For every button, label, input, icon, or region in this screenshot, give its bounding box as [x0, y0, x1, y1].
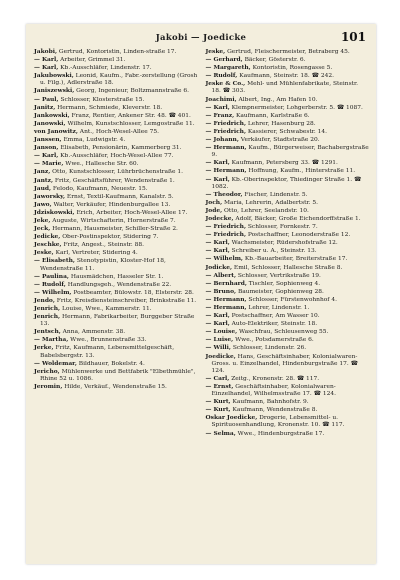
entry-details: Kb.-Ausschläfer, Hoch-Wesel-Allee 77.	[58, 153, 174, 160]
directory-entry	[206, 312, 370, 320]
entry-details: Wilhelm, Kunstschlosser, Lemgostraße 11.	[65, 120, 195, 127]
entry-name: Jeke,	[34, 216, 51, 224]
entry-name: — Kurt,	[205, 398, 231, 406]
entry-name: Jodicke,	[205, 263, 233, 271]
directory-entry	[34, 289, 198, 297]
entry-name: Joch,	[205, 198, 223, 206]
directory-entry	[206, 112, 370, 120]
directory-entry	[34, 273, 198, 281]
directory-entry	[34, 225, 198, 233]
entry-name: Jedicke,	[34, 233, 61, 241]
directory-entry	[206, 199, 370, 207]
entry-details: Zeitg., Kronenstr. 28. ☎ 117.	[229, 375, 320, 382]
directory-entry	[206, 336, 370, 344]
directory-entry	[34, 360, 198, 368]
directory-entry	[34, 217, 198, 225]
directory-column-left	[34, 48, 198, 558]
entry-details: Kaufmann, Steinstr. 18. ☎ 242.	[237, 73, 334, 80]
directory-entry	[206, 104, 370, 112]
entry-name: — Carl,	[205, 374, 230, 382]
entry-details: Hans, Geschäftsinhaber, Kolonialwaren-Gross. u. Einzelhandel, Hindenburgstraße 17. ☎ 124.	[211, 353, 358, 374]
page-number: 101	[340, 30, 366, 44]
directory-entry	[206, 159, 370, 167]
entry-details: Bäcker, Gösterstr. 6.	[242, 57, 306, 64]
entry-name: — Rudolf,	[205, 72, 238, 80]
entry-details: Hilde, Verkäuf., Wendenstraße 15.	[62, 383, 167, 390]
entry-details: Elisabeth, Pensionärin, Kammerberg 31.	[58, 145, 182, 152]
entry-name: Jenrich,	[34, 313, 61, 321]
directory-entry	[34, 185, 198, 193]
entry-details: Kaufm., Bürgerweiser, Bachabergstraße 9.	[211, 145, 369, 159]
directory-entry	[34, 201, 198, 209]
entry-details: Gertrud, Kontoristin, Linden-straße 17.	[57, 49, 177, 55]
entry-details: Postschaffner, Leonoderstraße 12.	[246, 232, 351, 239]
entry-name: — Johann,	[205, 136, 239, 144]
directory-entry	[206, 223, 370, 231]
entry-details: Geschäftsinhaber, Kolonialwaren-Einzelhandel, Wilhelmsstraße 17. ☎ 124.	[211, 383, 337, 398]
entry-name: Jantz,	[34, 176, 54, 184]
directory-entry	[34, 72, 198, 87]
directory-entry	[34, 64, 198, 72]
directory-entry	[206, 344, 370, 352]
entry-details: Anna, Ammenstr. 38.	[60, 329, 126, 336]
entry-details: Otto, Kunstschlosser, Lührbrüchenstraße 1.	[50, 169, 183, 176]
directory-entry	[34, 383, 198, 391]
entry-details: Fritz, Angest., Steinstr. 88.	[61, 242, 145, 249]
directory-entry	[34, 168, 198, 176]
directory-entry	[34, 281, 198, 289]
entry-details: Stenotypistin, Kloster-Hof 18, Wendenstraße 11.	[40, 258, 166, 272]
entry-name: Jawo,	[34, 200, 52, 208]
entry-details: Kaufmann, Bahnhofstr. 9.	[230, 399, 309, 406]
entry-name: Jodecke,	[205, 214, 234, 222]
directory-entry	[34, 344, 198, 359]
entry-name: Joachimi,	[205, 95, 237, 103]
entry-details: Postbeamter, Bülowstr. 18, Elsterstr. 28.	[71, 289, 194, 296]
entry-name: — Karl,	[34, 56, 59, 64]
directory-entry	[34, 48, 198, 56]
entry-name: Jeschke,	[34, 241, 62, 249]
directory-entry	[206, 64, 370, 72]
directory-entry	[206, 353, 370, 375]
entry-details: Kontoristin, Rosengasse 5.	[250, 65, 333, 72]
entry-name: — Hermann,	[205, 144, 247, 152]
directory-entry	[206, 320, 370, 328]
entry-details: Wwe., Hallesche Str. 60.	[63, 161, 139, 168]
entry-details: Tischler, Sophienweg 4.	[246, 280, 321, 287]
entry-name: — Franz,	[205, 111, 235, 119]
directory-entry	[34, 152, 198, 160]
entry-details: Waschfrau, Schleusenweg 55.	[237, 329, 329, 336]
entry-details: Walter, Verkäufer, Hindenburgallee 13.	[51, 201, 171, 208]
entry-name: Jenrich,	[34, 305, 61, 312]
entry-details: Mehl- und Mühlenfabrikate, Steinstr. 18. ☎ 303.	[211, 81, 359, 95]
entry-details: Fritz, Kreisdiensteinschreiber, Brinkstraße 11.	[54, 297, 197, 304]
entry-details: Schlosser, Klosterstraße 15.	[58, 96, 145, 103]
entry-name: — Karl,	[205, 247, 230, 255]
running-title: Jakobi — Joedicke	[155, 33, 247, 43]
entry-details: Schreiber u. A., Steinstr. 13.	[229, 248, 317, 255]
entry-details: Wwe., Brunnenstraße 33.	[68, 337, 147, 344]
entry-details: Hoffnung, Kaufm., Hinterstraße 11.	[246, 168, 356, 175]
entry-name: Jericho,	[34, 367, 60, 375]
entry-name: — Karl,	[34, 64, 59, 72]
directory-entry	[206, 167, 370, 175]
entry-details: Wwe., Potsdamerstraße 6.	[233, 337, 314, 344]
directory-entry	[206, 247, 370, 255]
directory-entry	[34, 87, 198, 95]
entry-name: — Martha,	[34, 336, 69, 344]
directory-entry	[206, 72, 370, 80]
entry-name: Jentsch,	[34, 328, 61, 336]
entry-name: — Luise,	[205, 336, 234, 344]
directory-entry	[34, 328, 198, 336]
entry-name: — Rudolf,	[34, 280, 66, 288]
directory-entry	[34, 233, 198, 241]
directory-entry	[34, 96, 198, 104]
entry-name: — Paulina,	[34, 272, 69, 280]
entry-name: — Wilhelm,	[34, 288, 72, 296]
entry-name: — Theodor,	[205, 190, 243, 198]
directory-entry	[206, 144, 370, 159]
entry-name: — Karl,	[205, 175, 230, 183]
entry-name: — Wilhelm,	[205, 255, 243, 263]
entry-name: — Elisabeth,	[34, 257, 75, 265]
entry-details: Maria, Lehrerin, Adalbertstr. 5.	[222, 199, 319, 206]
entry-details: Leonid, Kaufm., Fabr.-zerstellung (Grosh u. Filg.), Adlerstraße 18.	[40, 73, 198, 87]
entry-details: Hermann, Schmiede, Kleverstr. 18.	[55, 104, 163, 111]
entry-name: — Karl,	[205, 103, 230, 111]
directory-page	[26, 24, 376, 564]
entry-details: Kaufmann, Petersberg 33. ☎ 1291.	[229, 160, 338, 167]
entry-details: Handlungsgeh., Wendenstraße 22.	[65, 281, 172, 288]
directory-entry	[206, 56, 370, 64]
directory-entry	[206, 191, 370, 199]
entry-details: Kassierer, Schwabestr. 14.	[246, 128, 328, 135]
directory-entry	[206, 296, 370, 304]
entry-details: Fritz, Geschäftsführer, Wendenstraße 1.	[53, 177, 175, 184]
entry-name: — Karl,	[205, 159, 230, 167]
entry-details: Verkäufer, Stadtstraße 20.	[238, 137, 320, 144]
entry-name: — Louise,	[205, 328, 238, 336]
entry-name: Jakobi,	[34, 48, 58, 55]
entry-name: — Karl,	[205, 239, 230, 247]
entry-name: Jakubowski,	[34, 72, 74, 80]
directory-entry	[34, 368, 198, 383]
directory-column-right	[206, 48, 370, 558]
page-header	[26, 30, 376, 48]
directory-entry	[34, 193, 198, 201]
entry-details: Klempnermeister, Lohgerberstr. 5. ☎ 1087.	[229, 104, 363, 111]
entry-name: — Willi,	[205, 344, 231, 352]
directory-entry	[34, 112, 198, 120]
directory-entry	[206, 96, 370, 104]
directory-entry	[206, 215, 370, 223]
entry-details: Hermann, Hausmeister, Schiller-Straße 2.	[50, 226, 178, 233]
directory-entry	[206, 430, 370, 438]
entry-name: Jeromin,	[34, 382, 63, 390]
entry-name: — Margareth,	[205, 64, 251, 72]
directory-entry	[34, 297, 198, 305]
directory-entry	[206, 272, 370, 280]
directory-entry	[206, 328, 370, 336]
entry-name: Jaworsky,	[34, 192, 66, 200]
entry-name: — Friedrich,	[205, 223, 246, 231]
directory-entry	[34, 160, 198, 168]
directory-entry	[34, 209, 198, 217]
directory-entry	[34, 128, 198, 136]
entry-details: Otto, Lehrer, Seelandstr. 10.	[222, 207, 309, 214]
directory-entry	[206, 136, 370, 144]
entry-name: Janson,	[34, 144, 59, 152]
entry-details: Schlosser, Fürstenwohnhof 4.	[246, 296, 337, 303]
entry-details: Kb.-Ausschläfer, Lindenstr. 17.	[58, 65, 152, 72]
directory-entry	[206, 414, 370, 429]
directory-entry	[206, 264, 370, 272]
entry-name: von Janowitz,	[34, 127, 78, 135]
entry-details: Auguste, Wirtschafterin, Hornerstraße 7.	[50, 217, 176, 224]
directory-entry	[34, 241, 198, 249]
directory-entry	[206, 231, 370, 239]
entry-name: Jeske & Co.,	[205, 80, 246, 88]
directory-entry	[206, 48, 370, 56]
entry-name: Jode,	[205, 206, 223, 214]
directory-entry	[34, 336, 198, 344]
entry-name: Janz,	[34, 168, 51, 176]
entry-details: Gertrud, Fleischermeister, Betraberg 45.	[225, 49, 350, 55]
entry-name: Jankowski,	[34, 111, 70, 119]
entry-name: — Marie,	[34, 160, 64, 168]
entry-name: Jeske,	[205, 48, 226, 55]
entry-name: — Kurt,	[205, 406, 231, 414]
directory-entry	[206, 406, 370, 414]
entry-name: Janssen,	[34, 136, 62, 144]
entry-name: Jaud,	[34, 184, 52, 192]
directory-entry	[206, 120, 370, 128]
entry-details: Emma, Ludwigstr. 4.	[61, 137, 126, 144]
entry-name: — Karl,	[205, 320, 230, 328]
entry-name: — Karl,	[34, 152, 59, 160]
entry-details: Fritz, Kaufmann, Lebensmittelgeschäft, Babelsbergstr. 13.	[40, 345, 175, 359]
directory-entry	[206, 207, 370, 215]
entry-details: Drogerie, Lebensmittel- u. Spirituosenhandlung, Kronenstr. 10. ☎ 117.	[211, 415, 345, 429]
entry-name: — Ernst,	[205, 382, 234, 390]
entry-name: — Selma,	[205, 429, 236, 437]
directory-entry	[34, 56, 198, 64]
entry-details: Bildhauer, Bokelstr. 4.	[76, 360, 145, 367]
entry-details: Ernst, Textil-Kaufmann, Kanalstr. 5.	[65, 193, 174, 200]
entry-name: Janitz,	[34, 103, 56, 111]
entry-details: Louise, Wwe., Kammerstr. 11.	[60, 306, 152, 312]
entry-name: — Karl,	[205, 312, 230, 320]
entry-name: — Gerhard,	[205, 56, 243, 64]
entry-details: Franz, Rentier, Ankener Str. 48. ☎ 401.	[69, 112, 191, 119]
entry-details: Ober-Postinspektor, Stidering 7.	[60, 234, 159, 241]
entry-details: Hermann, Fabrikarbeiter, Burggeber Straße 13.	[40, 314, 195, 328]
entry-name: — Bernhard,	[205, 279, 247, 287]
directory-entry	[206, 128, 370, 136]
directory-entry	[34, 144, 198, 152]
entry-details: Arbeiter, Grimmel 31.	[58, 57, 126, 64]
directory-entry	[34, 120, 198, 128]
directory-entry	[34, 177, 198, 185]
entry-name: — Woldemar,	[34, 359, 77, 367]
entry-details: Lehrer, Hasenburg 28.	[246, 120, 316, 127]
entry-name: — Friedrich,	[205, 127, 246, 135]
entry-name: — Paul,	[34, 95, 59, 103]
directory-entry	[206, 288, 370, 296]
entry-details: Emil, Schlosser, Hallesche Straße 8.	[232, 264, 343, 271]
directory-entry	[34, 249, 198, 257]
directory-entry	[206, 398, 370, 406]
entry-name: Jendo,	[34, 296, 55, 304]
entry-details: Adolf, Bäcker, Große Eichendorffstraße 1.	[233, 215, 361, 222]
entry-details: Baumeister, Gophienweg 28.	[236, 288, 324, 295]
entry-details: Fischer, Lindenstr. 5.	[242, 191, 308, 198]
entry-details: Postschaffner, Am Wasser 10.	[229, 313, 320, 320]
entry-name: — Friedrich,	[205, 231, 246, 239]
directory-entry	[206, 375, 370, 383]
entry-name: — Bruno,	[205, 287, 237, 295]
entry-name: Janowski,	[34, 119, 66, 127]
entry-name: — Albert,	[205, 271, 236, 279]
directory-entry	[206, 80, 370, 95]
entry-name: Jeske,	[34, 249, 54, 257]
entry-details: Karl, Vertreter, Stidering 4.	[53, 250, 138, 257]
entry-details: Albert, Ing., Am Hafen 10.	[236, 96, 318, 103]
entry-name: Janiszewski,	[34, 87, 75, 95]
entry-details: Kaufmann, Wendenstraße 8.	[230, 407, 318, 414]
directory-entry	[34, 305, 198, 313]
entry-details: Wachsmeister, Rüdershofstraße 12.	[229, 240, 338, 247]
directory-entry	[206, 176, 370, 191]
entry-name: — Hermann,	[205, 304, 247, 311]
entry-name: Jeck,	[34, 225, 51, 233]
entry-details: Hausmädchen, Hasseler Str. 1.	[68, 273, 164, 280]
entry-details: Kb.-Bauarbeiter, Breiterstraße 17.	[242, 256, 348, 263]
directory-entry	[206, 239, 370, 247]
directory-entry	[34, 257, 198, 272]
entry-name: — Friedrich,	[205, 119, 246, 127]
directory-entry	[34, 104, 198, 112]
entry-details: Mühlenwerke und Bettfabrik "Elbethmühle", Rhine 52 u. 1086.	[40, 368, 196, 382]
directory-entry	[206, 280, 370, 288]
entry-details: Kb.-Oberinspektor, Thiedinger Straße 1. ☎ 1082.	[211, 176, 362, 190]
entry-details: Wwe., Hindenburgstraße 17.	[235, 430, 325, 437]
entry-details: Georg, Ingenieur, Boltzmannstraße 6.	[74, 88, 190, 95]
entry-details: Schlosser, Fornkestr. 7.	[246, 224, 318, 231]
directory-entry	[34, 136, 198, 144]
entry-name: Oskar Joedicke,	[205, 414, 258, 422]
entry-details: Schlosser, Vertrikstraße 19.	[236, 272, 321, 279]
entry-name: Jdziskowski,	[34, 208, 75, 216]
entry-details: Lehrer, Lindenstr. 1.	[246, 305, 310, 311]
directory-columns	[34, 48, 369, 558]
entry-name: — Hermann,	[205, 295, 247, 303]
entry-details: Auto-Elektriker, Steinstr. 18.	[229, 321, 318, 328]
entry-name: — Hermann,	[205, 167, 247, 175]
directory-entry	[34, 313, 198, 328]
directory-entry	[206, 255, 370, 263]
entry-details: Ant., Hoch-Wesel-Allee 75.	[77, 128, 159, 135]
entry-name: Joedicke,	[205, 352, 236, 360]
entry-details: Schlosser, Lindenstr. 26.	[230, 345, 307, 352]
entry-details: Felodo, Kaufmann, Neuestr. 15.	[51, 185, 148, 192]
directory-entry	[206, 383, 370, 398]
entry-name: Jerke,	[34, 344, 54, 352]
entry-details: Erich, Arbeiter, Hoch-Wesel-Allee 17.	[74, 209, 188, 216]
entry-details: Kaufmann, Karlstraße 6.	[234, 112, 310, 119]
directory-entry	[206, 304, 370, 312]
